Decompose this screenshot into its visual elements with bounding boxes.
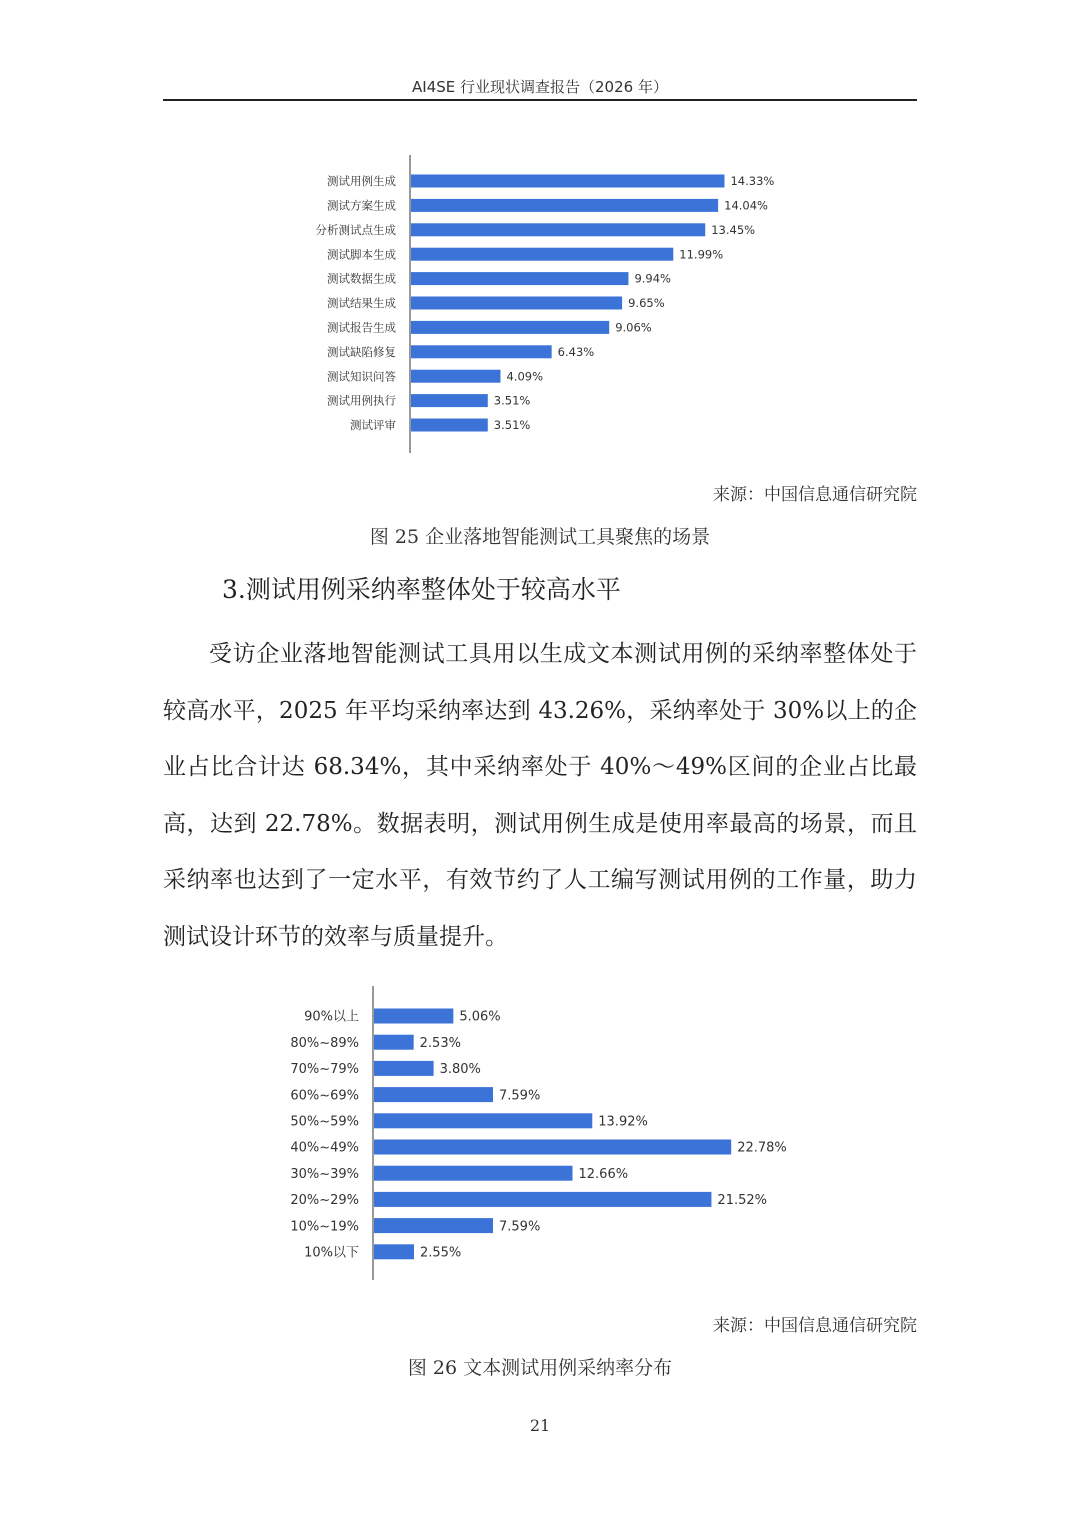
- bar: [374, 1192, 711, 1207]
- bar: [411, 321, 609, 334]
- category-label: 20%~29%: [290, 1193, 359, 1209]
- data-label: 14.04%: [724, 198, 768, 213]
- bar: [374, 1113, 592, 1128]
- category-label: 分析测试点生成: [315, 222, 396, 237]
- category-label: 测试脚本生成: [327, 247, 396, 262]
- data-label: 13.45%: [711, 222, 756, 237]
- data-label: 13.92%: [598, 1114, 648, 1130]
- bar: [411, 394, 488, 407]
- bar: [411, 175, 724, 188]
- category-label: 测试知识问答: [327, 369, 396, 384]
- category-label: 60%~69%: [290, 1088, 359, 1104]
- data-label: 7.59%: [499, 1219, 541, 1235]
- data-label: 4.09%: [506, 369, 544, 384]
- bar: [374, 1140, 731, 1155]
- figure-25-caption: 图 25 企业落地智能测试工具聚焦的场景: [369, 526, 711, 548]
- figure-25-bar-chart: [0, 150, 1080, 460]
- bar: [374, 1166, 573, 1181]
- data-label: 14.33%: [730, 174, 775, 189]
- bar: [411, 199, 718, 212]
- category-label: 测试缺陷修复: [327, 344, 396, 359]
- data-label: 5.06%: [459, 1009, 501, 1025]
- bar: [374, 1009, 453, 1024]
- bar: [374, 1087, 493, 1102]
- data-label: 22.78%: [737, 1140, 787, 1156]
- data-label: 2.55%: [419, 1245, 462, 1261]
- bar: [411, 248, 673, 261]
- category-label: 70%~79%: [290, 1062, 359, 1078]
- category-label: 测试报告生成: [327, 320, 396, 335]
- running-header: AI4SE 行业现状调查报告（2026 年）: [412, 78, 668, 96]
- category-label: 10%~19%: [290, 1219, 359, 1235]
- category-label: 40%~49%: [290, 1140, 359, 1156]
- data-label: 2.53%: [419, 1035, 461, 1051]
- figure-26-source: 来源：中国信息通信研究院: [713, 1316, 917, 1336]
- category-label: 90%以上: [304, 1009, 359, 1025]
- category-label: 测试用例执行: [327, 393, 396, 408]
- data-label: 9.65%: [628, 296, 665, 311]
- data-label: 3.80%: [439, 1062, 481, 1078]
- category-label: 测试评审: [350, 418, 396, 433]
- data-label: 21.52%: [717, 1193, 768, 1209]
- bar: [374, 1244, 414, 1259]
- bar: [411, 345, 552, 358]
- bar: [411, 419, 488, 432]
- category-label: 30%~39%: [290, 1166, 359, 1182]
- category-label: 测试用例生成: [327, 174, 396, 189]
- bar: [374, 1061, 434, 1076]
- bar: [411, 223, 705, 236]
- category-label: 测试方案生成: [327, 198, 396, 213]
- section-heading: 3.测试用例采纳率整体处于较高水平: [222, 575, 621, 604]
- data-label: 6.43%: [557, 344, 595, 359]
- category-label: 测试结果生成: [327, 296, 396, 311]
- body-paragraph: 受访企业落地智能测试工具用以生成文本测试用例的采纳率整体处于较高水平，2025 年平均采纳率达到 43.26%，采纳率处于 30%以上的企业占比合计达 68.34%，其中采纳率处于 40%～49%区间的企业占比最高，达到 22.78%。数据表明，测试用例生成是使用率最高的场景，而且采纳率也达到了一定水平，有效节约了人工编写测试用例的工作量，助力测试设计环节的效率与质量提升。: [163, 641, 917, 950]
- figure-25-source: 来源：中国信息通信研究院: [713, 485, 917, 505]
- category-label: 10%以下: [304, 1245, 359, 1261]
- figure-26-bar-chart: [0, 980, 1080, 1285]
- bar: [411, 370, 500, 383]
- data-label: 12.66%: [578, 1166, 629, 1182]
- bar: [374, 1035, 414, 1050]
- bar: [411, 272, 628, 285]
- data-label: 3.51%: [493, 393, 531, 408]
- figure-26-caption: 图 26 文本测试用例采纳率分布: [407, 1357, 673, 1379]
- data-label: 9.94%: [634, 271, 671, 286]
- bar: [411, 297, 622, 310]
- category-label: 50%~59%: [290, 1114, 359, 1130]
- data-label: 11.99%: [679, 247, 724, 262]
- data-label: 7.59%: [499, 1088, 541, 1104]
- category-label: 测试数据生成: [327, 271, 396, 286]
- header-rule: [163, 99, 917, 101]
- data-label: 3.51%: [493, 418, 531, 433]
- category-label: 80%~89%: [290, 1035, 359, 1051]
- data-label: 9.06%: [615, 320, 652, 335]
- bar: [374, 1218, 493, 1233]
- page-number: 21: [529, 1416, 551, 1435]
